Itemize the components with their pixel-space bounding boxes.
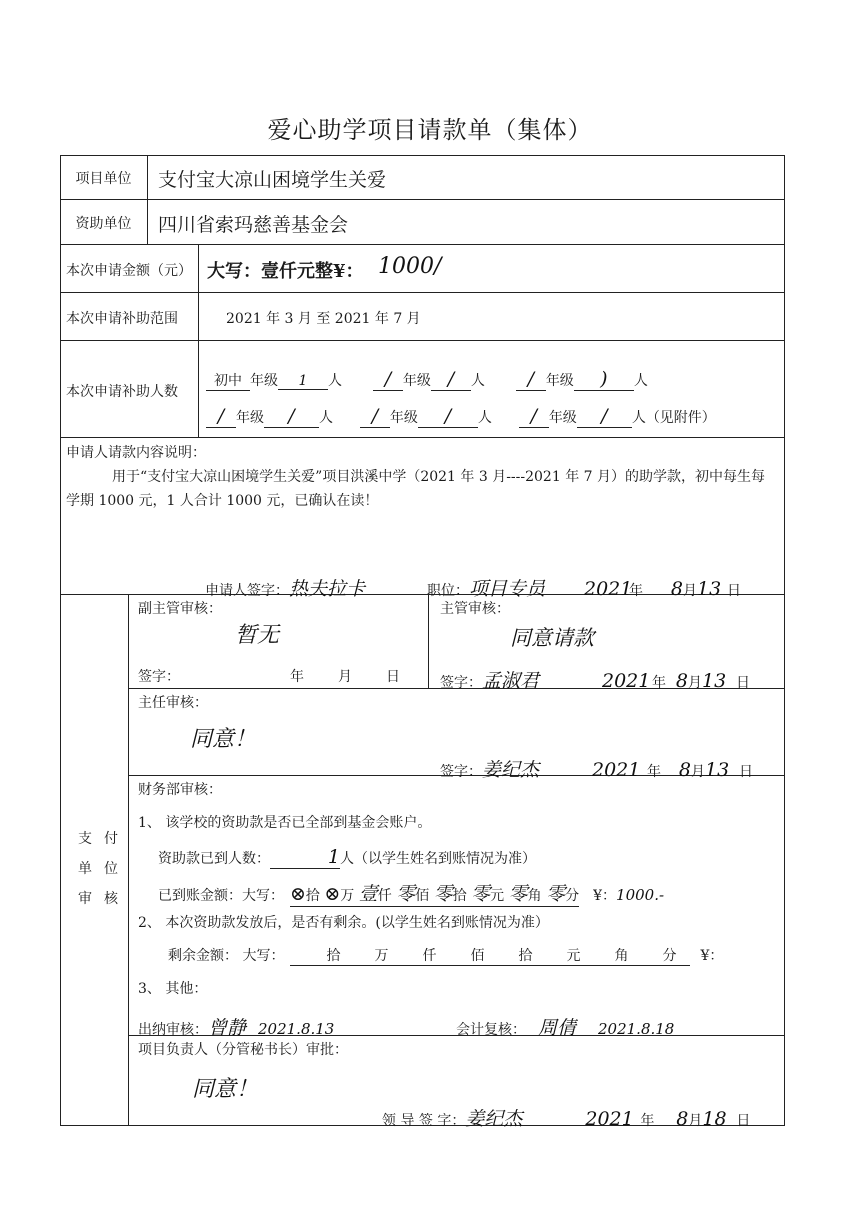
- funding-unit-label: 资助单位: [75, 216, 132, 232]
- deputy-comment: 暂无: [235, 623, 280, 648]
- arrived-amount-line: 已到账金额：大写： ⊗拾 ⊗万 壹仟 零佰 零拾 零元 零角 零分 ¥：1000.-: [158, 879, 664, 907]
- arrived-count-line: 资助款已到人数： 1人（以学生姓名到账情况为准）: [158, 846, 536, 868]
- remaining-amount-line: 剩余金额： 大写： 拾 万 仟 佰 拾 元 角 分 ¥：: [168, 945, 723, 966]
- deputy-review-label: 副主管审核：: [138, 601, 222, 617]
- finance-q2: 2、 本次资助款发放后，是否有剩余。(以学生姓名到账情况为准）: [138, 915, 549, 931]
- director-comment: 同意！: [190, 727, 257, 752]
- lead-comment: 同意！: [192, 1077, 259, 1102]
- applicant-signature-line: 申请人签字：热夫拉卡 职位：项目专员 2021年 8月13 日: [205, 574, 741, 601]
- applicant-signature: 热夫拉卡: [289, 578, 366, 600]
- remaining-amount-units: 拾 万 仟 佰 拾 元 角 分: [290, 945, 690, 966]
- supervisor-review-label: 主管审核：: [440, 601, 510, 617]
- arrived-count: 1: [270, 846, 340, 869]
- finance-q3: 3、 其他：: [138, 981, 208, 997]
- explanation-text: 用于“支付宝大凉山困境学生关爱”项目洪溪中学（2021 年 3 月----2021 年 7 月）的助学款，初中每生每学期 1000 元，1 人合计 1000 元，已确认在读！: [66, 469, 766, 509]
- count-label: 本次申请补助人数: [66, 384, 178, 400]
- project-unit-label: 项目单位: [75, 171, 132, 187]
- period-value: 2021 年 3 月 至 2021 年 7 月: [226, 311, 421, 327]
- funding-unit-value: 四川省索玛慈善基金会: [158, 214, 349, 236]
- supervisor-comment: 同意请款: [510, 626, 594, 650]
- count-row-1: 初中 年级 1 人 / 年级 / 人 / 年级 ) 人: [206, 368, 648, 391]
- finance-q1: 1、 该学校的资助款是否已全部到基金会账户。: [138, 815, 432, 831]
- applicant-position: 项目专员: [469, 578, 546, 600]
- count-row-2: / 年级 / 人 / 年级 / 人 / 年级 / 人（见附件）: [206, 405, 716, 428]
- accountant-line: 会计复核： 周倩 2021.8.18: [456, 1017, 675, 1039]
- director-review-label: 主任审核：: [138, 695, 208, 711]
- side-label-payer-review: 支 付 单 位 审 核: [78, 831, 118, 907]
- director-signature-line: 签字：姜纪杰 2021 年 8月13 日: [440, 759, 753, 781]
- lead-signature-line: 领 导 签 字：姜纪杰 2021 年 8月18 日: [382, 1108, 751, 1130]
- page-title: 爱心助学项目请款单（集体）: [267, 116, 593, 144]
- arrived-yen: 1000.-: [616, 886, 665, 904]
- lead-review-label: 项目负责人（分管秘书长）审批：: [138, 1042, 348, 1058]
- amount-value: 大写：壹仟元整¥：: [207, 261, 364, 282]
- finance-review-label: 财务部审核：: [138, 782, 222, 798]
- amount-label: 本次申请金额（元）: [66, 263, 192, 279]
- supervisor-signature-line: 签字：孟淑君 2021 年 8月13 日: [440, 670, 750, 692]
- project-unit-value: 支付宝大凉山困境学生关爱: [158, 169, 387, 191]
- explanation-label: 申请人请款内容说明：: [66, 445, 206, 461]
- arrived-amount-digits: ⊗拾 ⊗万 壹仟 零佰 零拾 零元 零角 零分: [290, 879, 579, 907]
- amount-handwritten: 1000/: [378, 254, 442, 279]
- deputy-signature-line: 签字： 年 月 日: [138, 669, 400, 685]
- cashier-line: 出纳审核：曾静 2021.8.13: [138, 1017, 335, 1039]
- period-label: 本次申请补助范围: [66, 311, 178, 327]
